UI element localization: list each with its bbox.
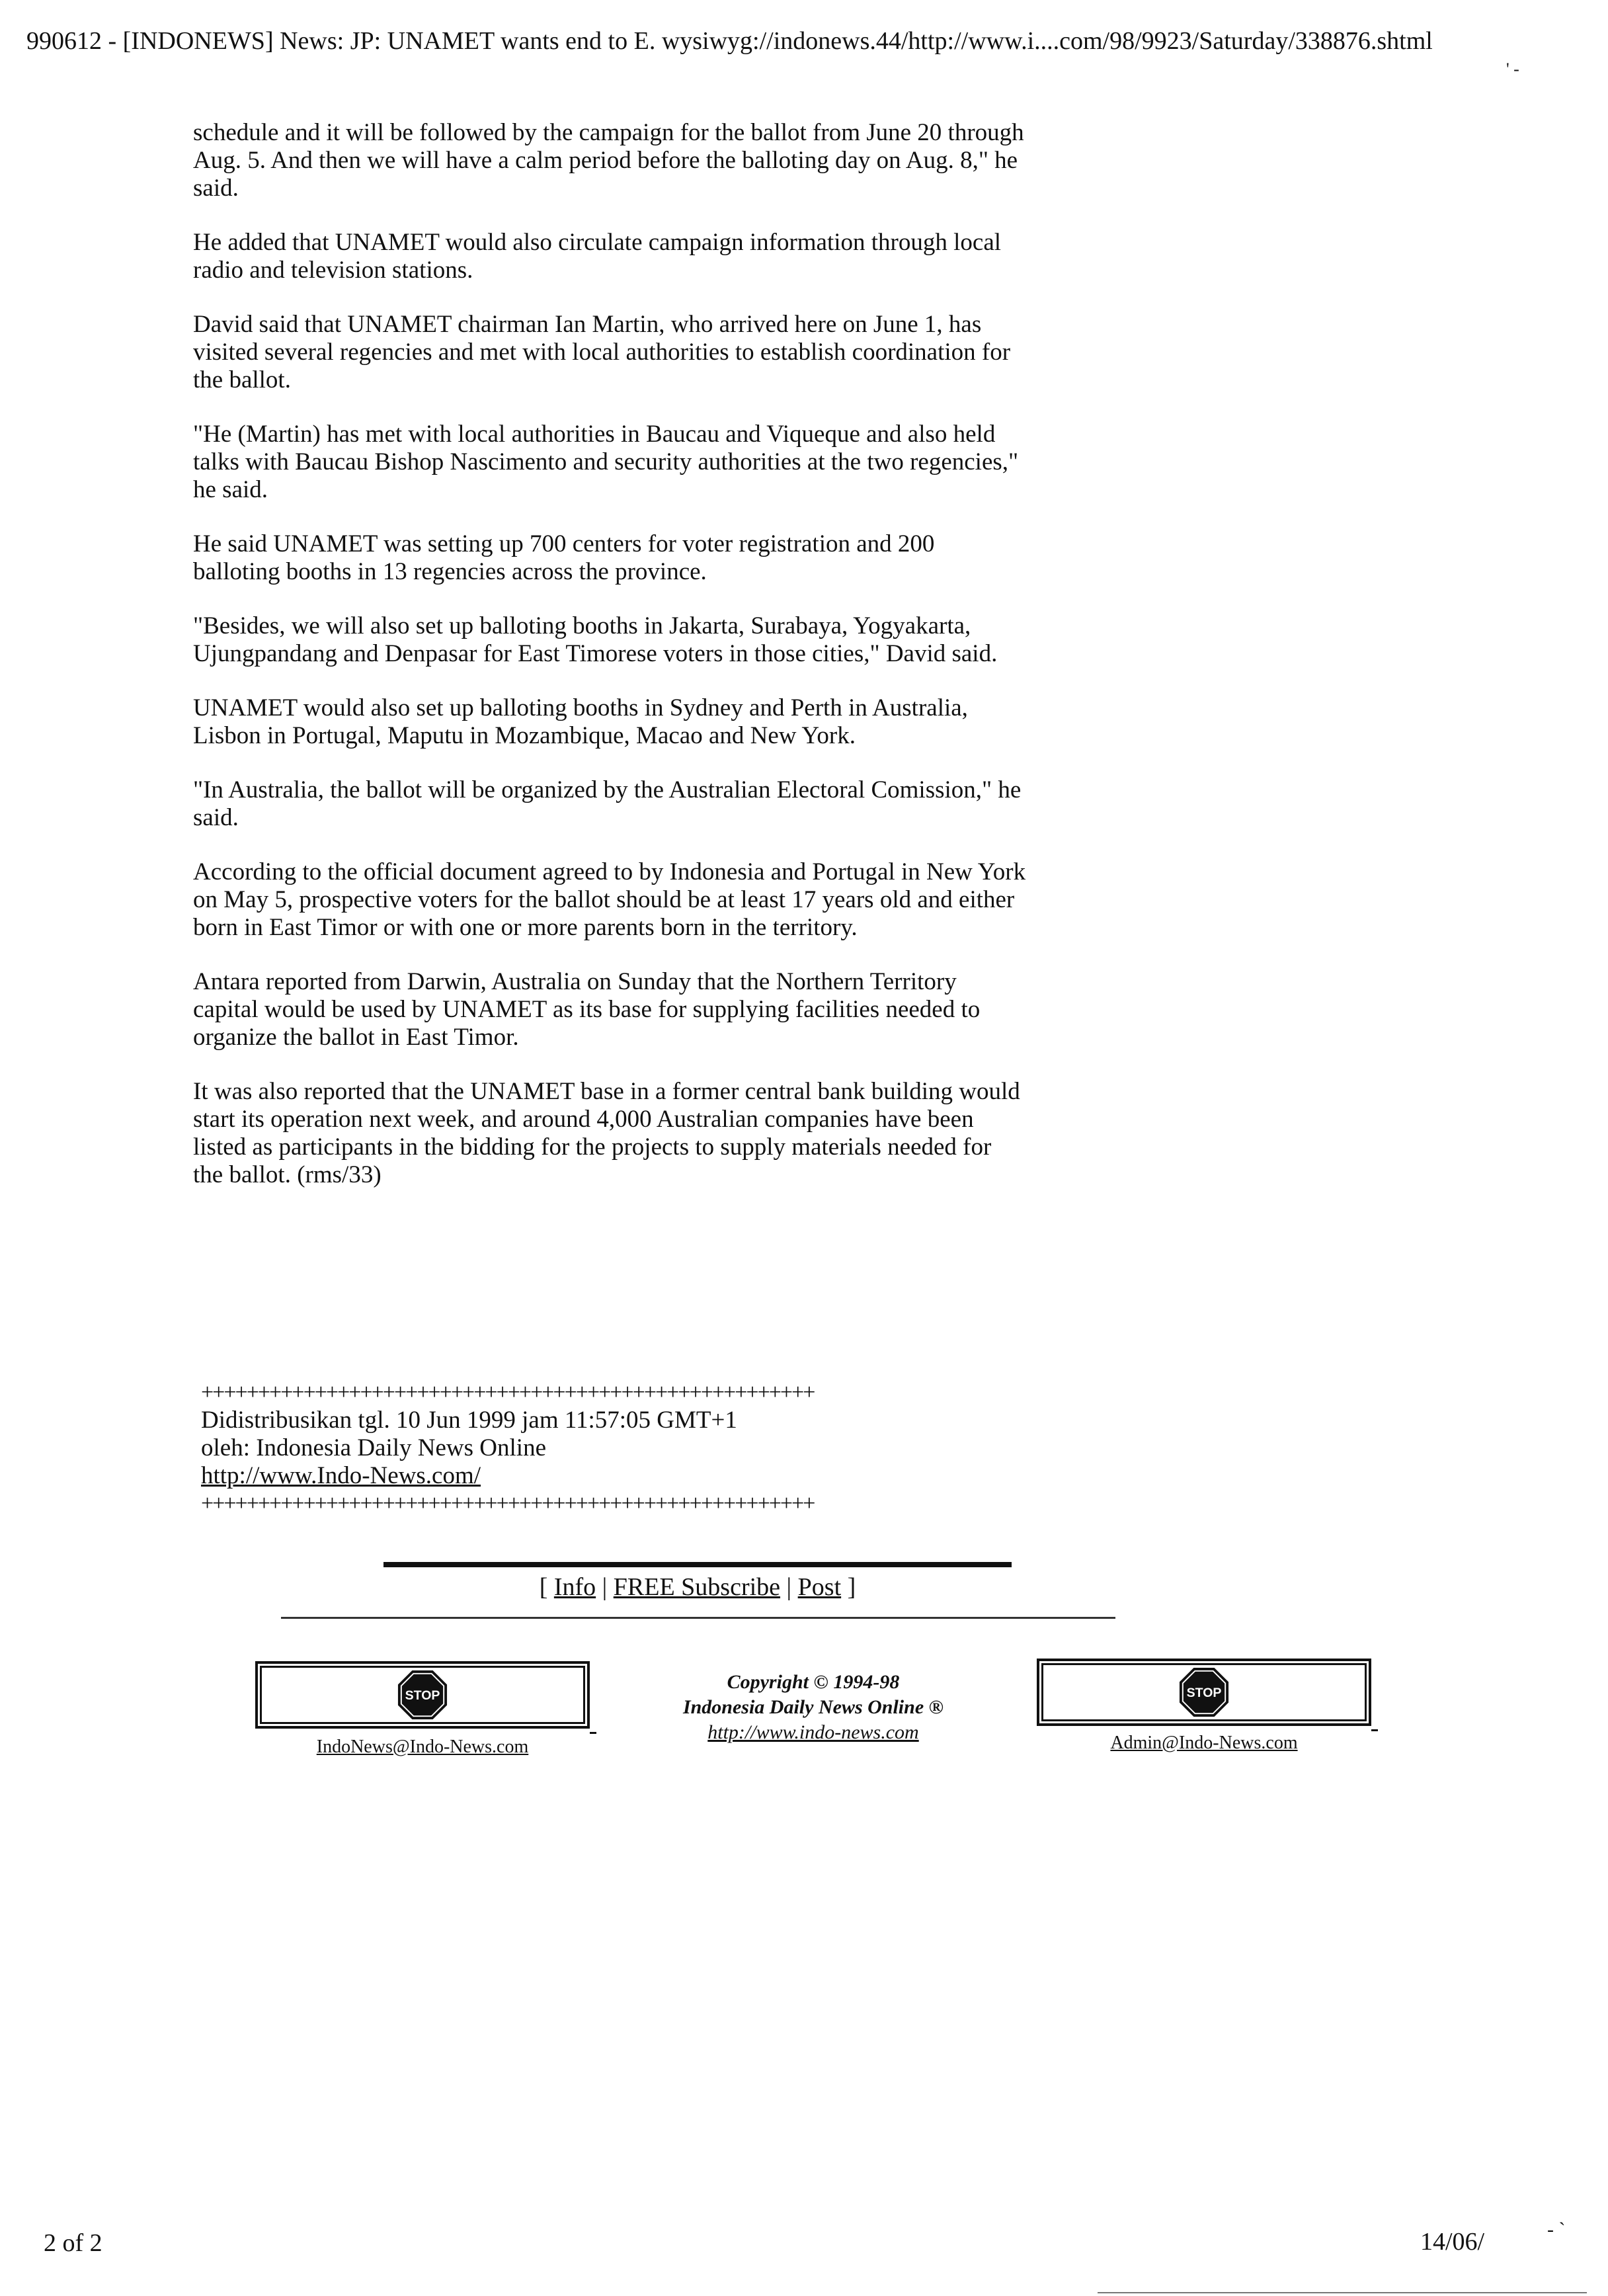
print-header — [26, 26, 1587, 56]
corner-mark: - ` — [1547, 2219, 1566, 2240]
stop-box-tick — [590, 1732, 596, 1734]
article-paragraph: "Besides, we will also set up balloting booths in Jakarta, Surabaya, Yogyakarta, Ujungpandang and Denpasar for East Timorese voters in those cities," David said. — [193, 612, 998, 667]
bottom-edge-line — [1098, 2292, 1587, 2293]
right-email — [1039, 1733, 1369, 1754]
article-paragraph: He added that UNAMET would also circulate campaign information through local radio and television stations. — [193, 229, 1002, 284]
left-stop-button[interactable] — [255, 1661, 590, 1729]
nav-bracket-open: [ — [539, 1573, 554, 1601]
stop-sign-label: STOP — [405, 1688, 440, 1703]
indo-news-link[interactable]: http://www.Indo-News.com/ — [201, 1462, 481, 1489]
copyright-owner: Indonesia Daily News Online ® — [682, 1696, 944, 1718]
separator-bottom: ++++++++++++++++++++++++++++++++++++++++++++++++++++++ — [201, 1491, 815, 1516]
nav-separator: | — [596, 1573, 614, 1601]
article-paragraph: schedule and it will be followed by the campaign for the ballot from June 20 through Aug. 5. And then we will have a calm period before the balloting day on Aug. 8," he said. — [193, 119, 1024, 202]
article-paragraph: "He (Martin) has met with local authorities in Baucau and Viqueque and also held talks with Baucau Bishop Nascimento and security authorities at the two regencies," he said. — [193, 421, 1019, 503]
distribution-block — [201, 1379, 1034, 1518]
copyright-url[interactable]: http://www.indo-news.com — [707, 1721, 919, 1743]
nav-links — [383, 1573, 1012, 1602]
article-paragraph: Antara reported from Darwin, Australia on Sunday that the Northern Territory capital would be used by UNAMET as its base for supplying facilities needed to organize the ballot in East Timor. — [193, 968, 981, 1051]
indonews-email-link[interactable]: IndoNews@Indo-News.com — [316, 1737, 529, 1757]
admin-email-link[interactable]: Admin@Indo-News.com — [1110, 1733, 1298, 1753]
left-email — [258, 1737, 587, 1758]
article-paragraph: UNAMET would also set up balloting booths in Sydney and Perth in Australia, Lisbon in Portugal, Maputu in Mozambique, Macao and New York. — [193, 694, 968, 749]
info-link[interactable]: Info — [553, 1573, 596, 1601]
article-paragraph: "In Australia, the ballot will be organized by the Australian Electoral Comission," he said. — [193, 776, 1022, 831]
nav-bracket-close: ] — [841, 1573, 856, 1601]
free-subscribe-link[interactable]: FREE Subscribe — [613, 1573, 781, 1601]
copyright-block — [655, 1670, 972, 1745]
stop-sign-icon — [397, 1669, 448, 1721]
distribution-date: Didistribusikan tgl. 10 Jun 1999 jam 11:57:05 GMT+1 — [201, 1407, 737, 1434]
page-number: 2 of 2 — [44, 2229, 102, 2257]
divider-thin — [281, 1617, 1115, 1619]
article-paragraph: According to the official document agreed to by Indonesia and Portugal in New York on May 5, prospective voters for the ballot should be at least 17 years old and either born in East Timor or with one or more parents born in the territory. — [193, 858, 1026, 941]
copyright-line: Copyright © 1994-98 — [727, 1671, 900, 1693]
divider-thick — [383, 1562, 1012, 1567]
right-stop-button[interactable] — [1037, 1659, 1371, 1726]
post-link[interactable]: Post — [797, 1573, 842, 1601]
stop-sign-label: STOP — [1186, 1685, 1222, 1700]
stop-box-tick — [1371, 1729, 1378, 1731]
header-mark: ' - — [1506, 60, 1519, 79]
nav-separator: | — [780, 1573, 798, 1601]
stop-sign-icon — [1178, 1666, 1230, 1718]
article-paragraph: David said that UNAMET chairman Ian Martin, who arrived here on June 1, has visited several regencies and met with local authorities to establish coordination for the ballot. — [193, 311, 1011, 393]
print-date: 14/06/ — [1420, 2228, 1485, 2256]
print-header-title: 990612 - [INDONEWS] News: JP: UNAMET wants end to E. wysiwyg://indonews.44/http://www.i....com/98/9923/Saturday/338876.shtml — [26, 27, 1433, 55]
article-paragraph: He said UNAMET was setting up 700 centers for voter registration and 200 balloting booths in 13 regencies across the province. — [193, 530, 935, 585]
article-paragraph: It was also reported that the UNAMET base in a former central bank building would start its operation next week, and around 4,000 Australian companies have been listed as participants in the bidding for the projects to supply materials needed for the ballot. (rms/33) — [193, 1078, 1020, 1188]
article-body — [193, 119, 1026, 1215]
distribution-source: oleh: Indonesia Daily News Online — [201, 1434, 546, 1461]
separator-top: ++++++++++++++++++++++++++++++++++++++++++++++++++++++ — [201, 1380, 815, 1405]
